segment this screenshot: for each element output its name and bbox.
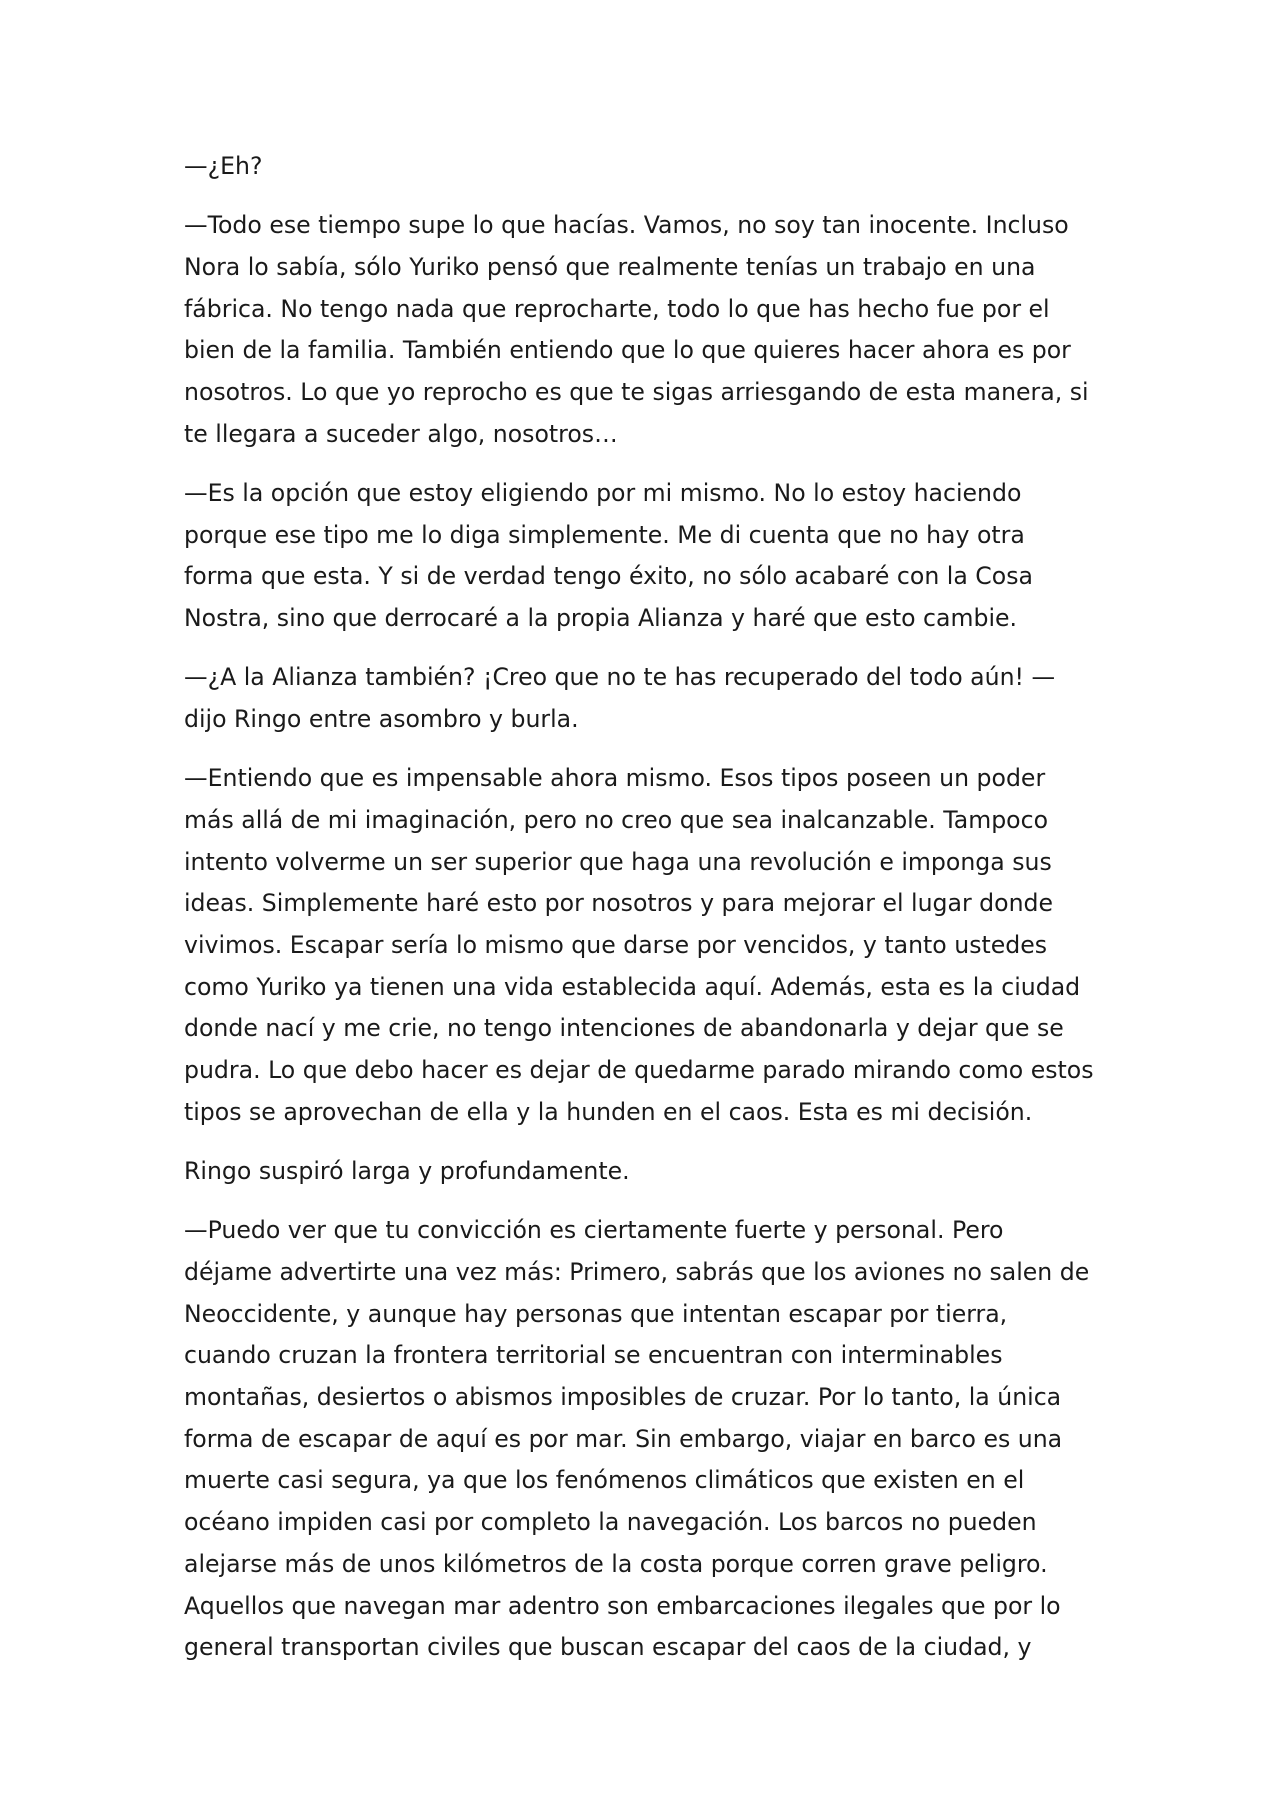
paragraph-3: —Es la opción que estoy eligiendo por mi mismo. No lo estoy haciendo porque ese tipo me lo diga simplemente. Me di cuenta que no hay otra forma que esta. Y si de verdad tengo éxito, no sólo acabaré con la Cosa Nostra, sino que derrocaré a la propia Alianza y haré que esto cambie. (184, 478, 1033, 633)
document-body (184, 146, 1104, 1686)
paragraph-1: —¿Eh? (184, 152, 263, 180)
paragraph-4: —¿A la Alianza también? ¡Creo que no te has recuperado del todo aún! — dijo Ringo entre asombro y burla. (184, 663, 1056, 733)
paragraph-6: Ringo suspiró larga y profundamente. (184, 1156, 630, 1185)
paragraph-7: —Puedo ver que tu convicción es ciertamente fuerte y personal. Pero déjame advertirte una vez más: Primero, sabrás que los aviones no salen de Neoccidente, y aunque hay personas que intentan escapar por tierra, cuando cruzan la frontera territorial se encuentran con interminables montañas, desiertos o abismos imposibles de cruzar. Por lo tanto, la única forma de escapar de aquí es por mar. Sin embargo, viajar en barco es una muerte casi segura, ya que los fenómenos climáticos que existen en el océano impiden casi por completo la navegación. Los barcos no pueden alejarse más de unos kilómetros de la costa porque corren grave peligro. Aquellos que navegan mar adentro son embarcaciones ilegales que por lo general transportan civiles que buscan escapar del caos de la ciudad, y (184, 1216, 1090, 1662)
paragraph-2: —Todo ese tiempo supe lo que hacías. Vamos, no soy tan inocente. Incluso Nora lo sabía, sólo Yuriko pensó que realmente tenías un trabajo en una fábrica. No tengo nada que reprocharte, todo lo que has hecho fue por el bien de la familia. También entiendo que lo que quieres hacer ahora es por nosotros. Lo que yo reprocho es que te sigas arriesgando de esta manera, si te llegara a suceder algo, nosotros… (184, 211, 1089, 448)
paragraph-5: —Entiendo que es impensable ahora mismo. Esos tipos poseen un poder más allá de mi imaginación, pero no creo que sea inalcanzable. Tampoco intento volverme un ser superior que haga una revolución e imponga sus ideas. Simplemente haré esto por nosotros y para mejorar el lugar donde vivimos. Escapar sería lo mismo que darse por vencidos, y tanto ustedes como Yuriko ya tienen una vida establecida aquí. Además, esta es la ciudad donde nací y me crie, no tengo intenciones de abandonarla y dejar que se pudra. Lo que debo hacer es dejar de quedarme parado mirando como estos tipos se aprovechan de ella y la hunden en el caos. Esta es mi decisión. (184, 764, 1094, 1126)
